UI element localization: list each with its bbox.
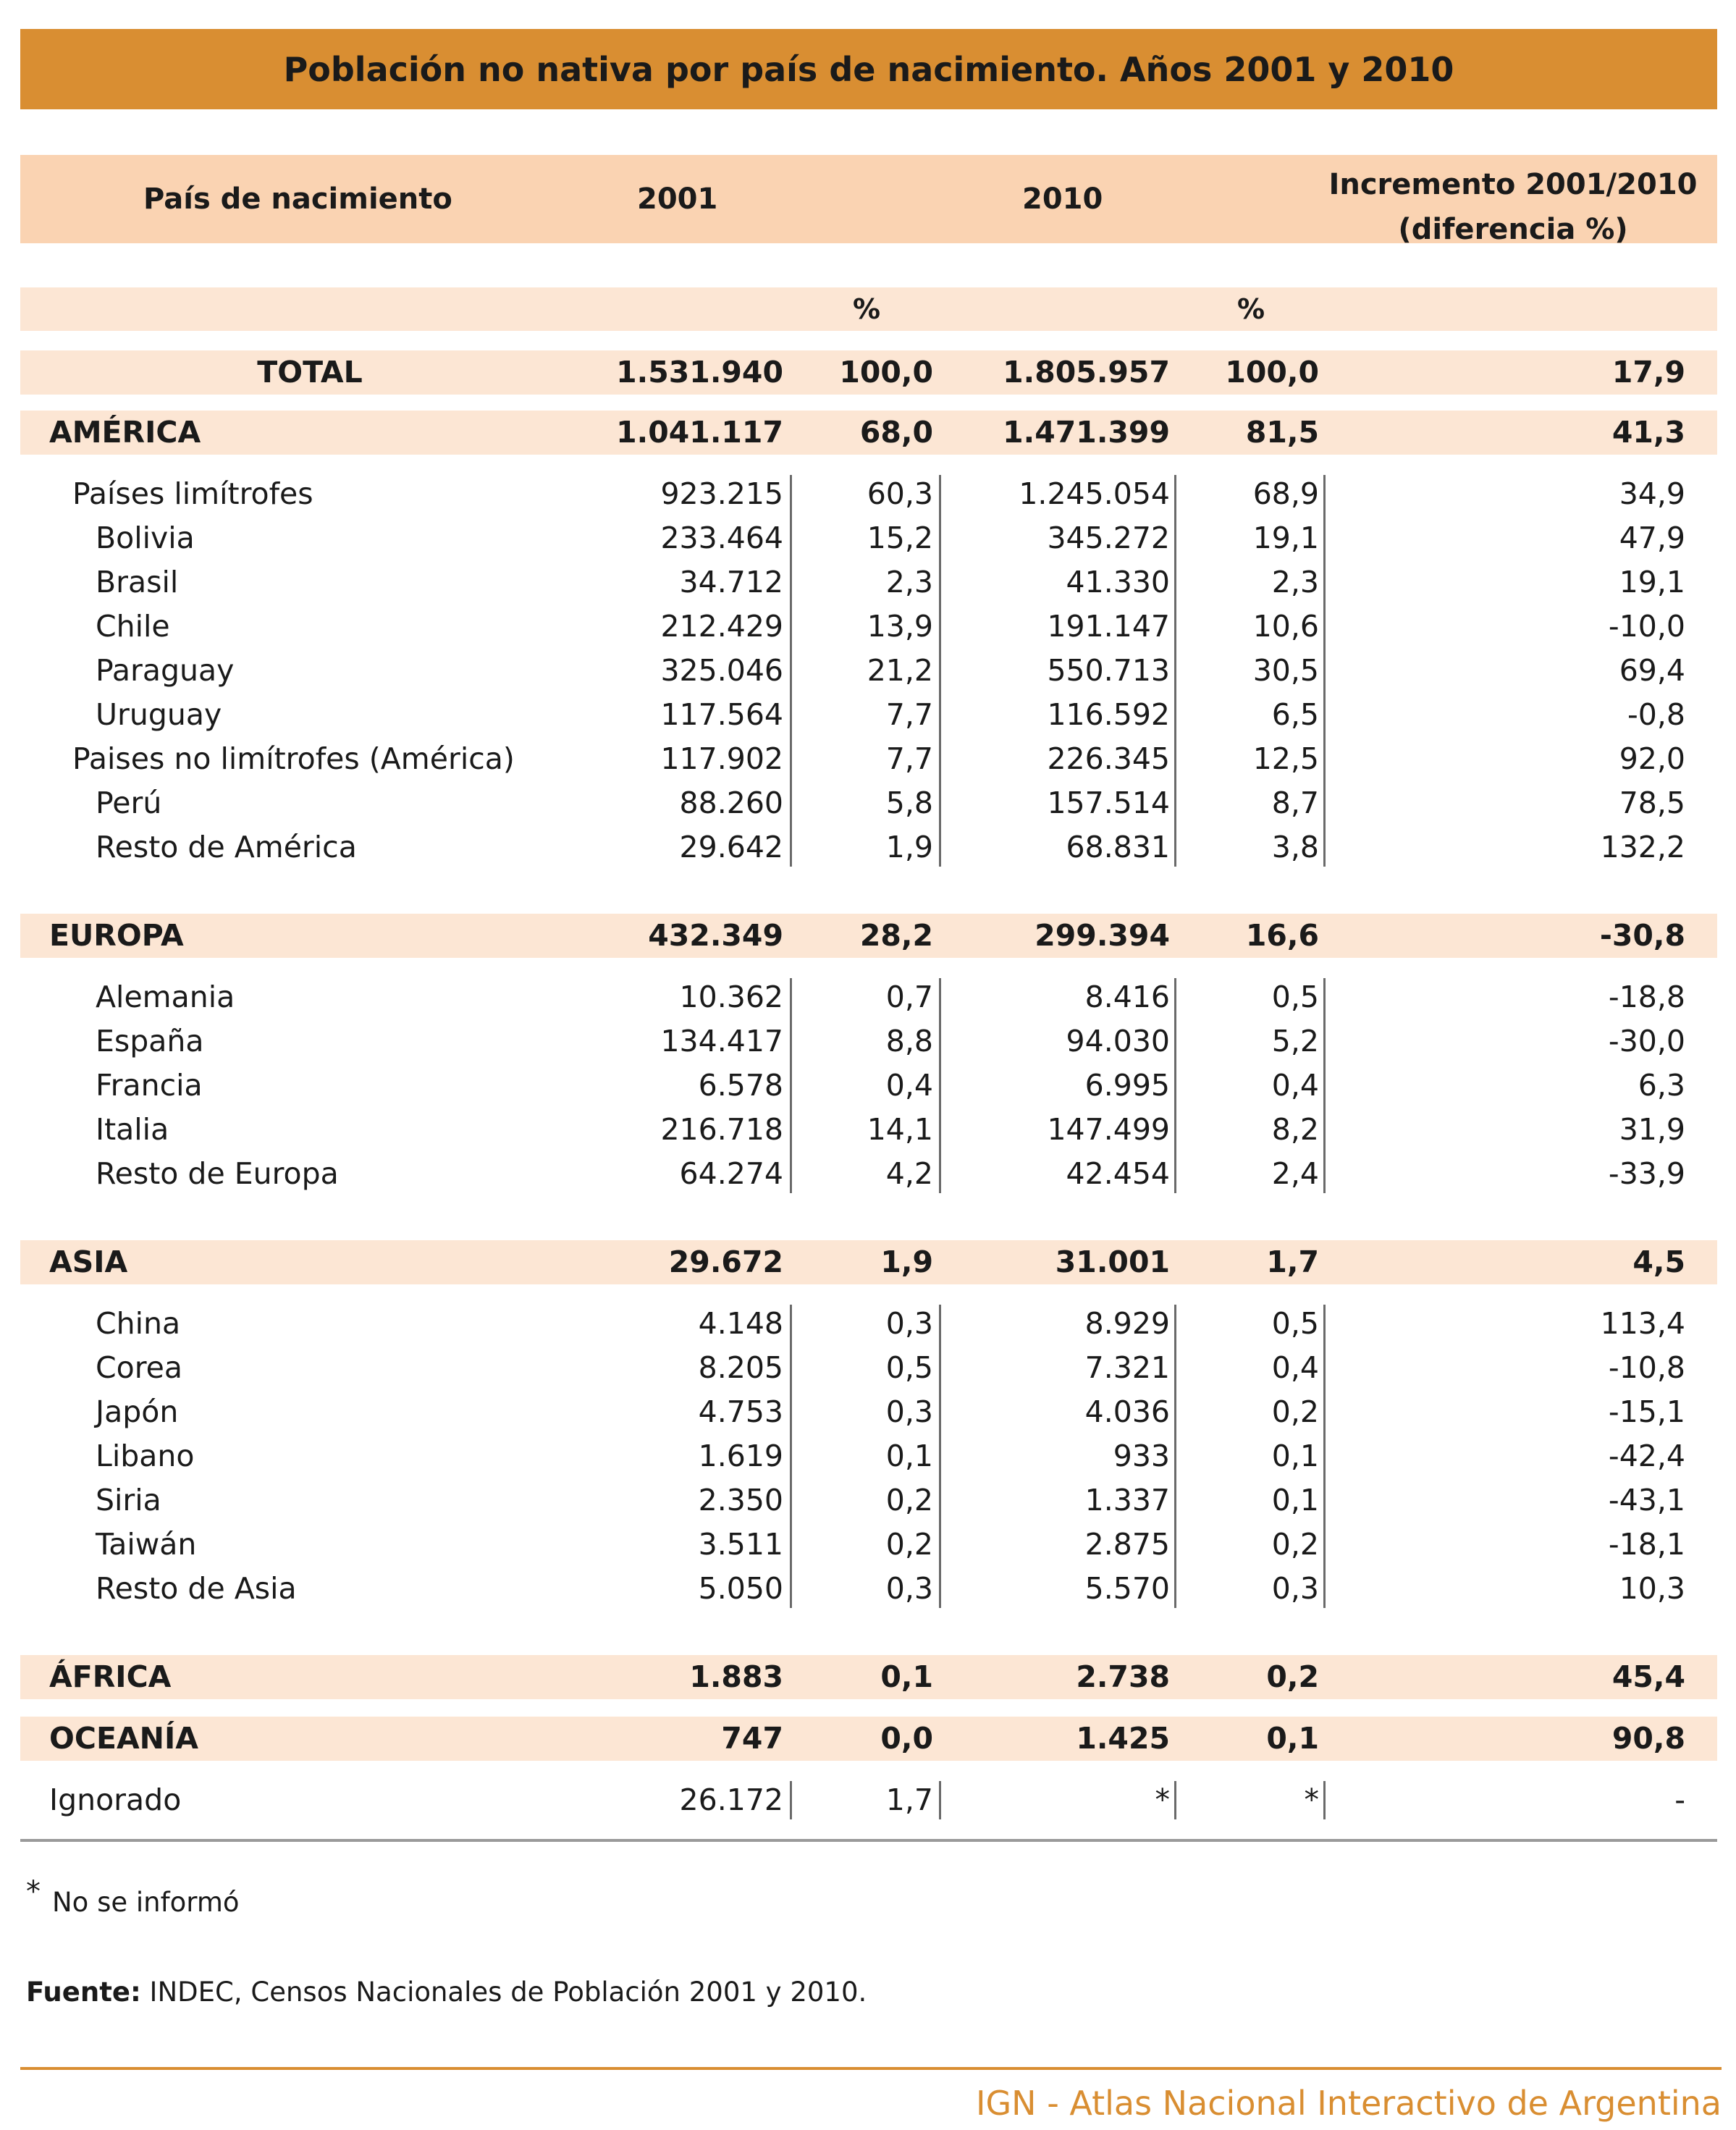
cell-v2001: 212.429 bbox=[660, 609, 783, 644]
cell-name: Brasil bbox=[96, 565, 179, 599]
cell-inc: 34,9 bbox=[1619, 476, 1685, 511]
table-row bbox=[20, 1778, 1717, 1822]
header-increment-line2: (diferencia %) bbox=[1398, 213, 1628, 246]
cell-name: Alemania bbox=[96, 980, 235, 1014]
cell-v2010: 41.330 bbox=[1066, 565, 1170, 599]
table-row bbox=[20, 1064, 1717, 1108]
cell-name: AMÉRICA bbox=[49, 415, 201, 450]
cell-p2010: 0,1 bbox=[1271, 1439, 1319, 1473]
cell-p2001: 0,2 bbox=[885, 1527, 933, 1562]
cell-name: Paraguay bbox=[96, 653, 235, 688]
source-label: Fuente: bbox=[26, 1977, 141, 2008]
cell-v2010: 1.471.399 bbox=[1003, 415, 1170, 450]
table-row bbox=[20, 1567, 1717, 1611]
table-row bbox=[20, 472, 1717, 516]
cell-v2010: 933 bbox=[1113, 1439, 1170, 1473]
column-divider bbox=[1323, 978, 1326, 1193]
table-row bbox=[20, 1152, 1717, 1196]
cell-p2010: 81,5 bbox=[1245, 415, 1319, 450]
table-title: Población no nativa por país de nacimiento. Años 2001 y 2010 bbox=[283, 49, 1454, 89]
cell-name: Francia bbox=[96, 1068, 203, 1103]
cell-p2010: 0,5 bbox=[1271, 980, 1319, 1014]
table-row bbox=[20, 914, 1717, 958]
cell-v2001: 747 bbox=[721, 1721, 783, 1756]
cell-v2010: 1.337 bbox=[1084, 1483, 1170, 1517]
cell-p2010: 1,7 bbox=[1266, 1245, 1319, 1279]
header-increment bbox=[1325, 162, 1701, 252]
cell-v2001: 117.902 bbox=[660, 741, 783, 776]
cell-p2010: 0,2 bbox=[1271, 1527, 1319, 1562]
cell-v2001: 216.718 bbox=[660, 1112, 783, 1147]
cell-v2010: 2.738 bbox=[1076, 1659, 1170, 1694]
cell-v2001: 3.511 bbox=[698, 1527, 783, 1562]
cell-inc: - bbox=[1674, 1782, 1685, 1817]
cell-inc: -10,0 bbox=[1608, 609, 1685, 644]
cell-v2001: 1.619 bbox=[698, 1439, 783, 1473]
cell-p2001: 68,0 bbox=[859, 415, 933, 450]
table-row bbox=[20, 1240, 1717, 1284]
cell-p2010: * bbox=[1304, 1782, 1319, 1817]
column-divider bbox=[1174, 475, 1176, 867]
cell-v2001: 4.753 bbox=[698, 1394, 783, 1429]
cell-p2010: 68,9 bbox=[1252, 476, 1319, 511]
cell-name: ÁFRICA bbox=[49, 1659, 172, 1694]
cell-name: Bolivia bbox=[96, 521, 195, 555]
footer-rule bbox=[20, 2067, 1722, 2070]
column-divider bbox=[790, 978, 792, 1193]
cell-p2001: 2,3 bbox=[885, 565, 933, 599]
cell-p2010: 0,2 bbox=[1271, 1394, 1319, 1429]
table-row bbox=[20, 1434, 1717, 1478]
cell-inc: -10,8 bbox=[1608, 1350, 1685, 1385]
cell-name: Libano bbox=[96, 1439, 195, 1473]
header-increment-line1: Incremento 2001/2010 bbox=[1328, 168, 1698, 201]
cell-v2001: 34.712 bbox=[679, 565, 783, 599]
cell-v2001: 6.578 bbox=[698, 1068, 783, 1103]
cell-inc: -42,4 bbox=[1608, 1439, 1685, 1473]
cell-p2010: 8,7 bbox=[1271, 786, 1319, 820]
cell-p2001: 0,2 bbox=[885, 1483, 933, 1517]
percent-2010-label: % bbox=[1237, 293, 1265, 325]
cell-inc: 47,9 bbox=[1619, 521, 1685, 555]
cell-inc: -30,8 bbox=[1599, 918, 1685, 953]
cell-v2001: 4.148 bbox=[698, 1306, 783, 1341]
cell-inc: 92,0 bbox=[1619, 741, 1685, 776]
cell-name: OCEANÍA bbox=[49, 1721, 198, 1756]
cell-p2010: 12,5 bbox=[1252, 741, 1319, 776]
cell-v2001: 88.260 bbox=[679, 786, 783, 820]
cell-v2001: 923.215 bbox=[660, 476, 783, 511]
cell-p2001: 4,2 bbox=[885, 1156, 933, 1191]
cell-inc: 78,5 bbox=[1619, 786, 1685, 820]
cell-p2010: 19,1 bbox=[1252, 521, 1319, 555]
column-divider bbox=[939, 475, 941, 867]
cell-inc: 90,8 bbox=[1611, 1721, 1685, 1756]
cell-p2001: 100,0 bbox=[839, 355, 933, 390]
cell-v2010: 116.592 bbox=[1047, 697, 1170, 732]
cell-name: Resto de Asia bbox=[96, 1571, 297, 1606]
table-row bbox=[20, 693, 1717, 737]
table-row bbox=[20, 1390, 1717, 1434]
cell-v2001: 134.417 bbox=[660, 1024, 783, 1058]
cell-inc: 113,4 bbox=[1600, 1306, 1685, 1341]
cell-p2001: 1,7 bbox=[885, 1782, 933, 1817]
column-divider bbox=[790, 1305, 792, 1608]
column-divider bbox=[1174, 1305, 1176, 1608]
table-row bbox=[20, 1302, 1717, 1346]
cell-p2001: 5,8 bbox=[885, 786, 933, 820]
cell-p2001: 15,2 bbox=[867, 521, 933, 555]
cell-v2010: 2.875 bbox=[1084, 1527, 1170, 1562]
cell-p2010: 2,3 bbox=[1271, 565, 1319, 599]
cell-p2010: 10,6 bbox=[1252, 609, 1319, 644]
table-row bbox=[20, 350, 1717, 395]
percent-2001-label: % bbox=[853, 293, 881, 325]
cell-name: Japón bbox=[96, 1394, 179, 1429]
column-divider bbox=[1323, 1781, 1326, 1819]
cell-inc: -0,8 bbox=[1627, 697, 1685, 732]
cell-v2010: 42.454 bbox=[1066, 1156, 1170, 1191]
cell-v2010: 4.036 bbox=[1084, 1394, 1170, 1429]
source-note bbox=[26, 1977, 867, 2008]
cell-name: Chile bbox=[96, 609, 170, 644]
column-divider bbox=[939, 1781, 941, 1819]
cell-v2001: 1.041.117 bbox=[616, 415, 783, 450]
cell-p2001: 7,7 bbox=[885, 741, 933, 776]
footnote-symbol: * bbox=[26, 1875, 41, 1908]
table-row bbox=[20, 825, 1717, 870]
cell-p2001: 0,1 bbox=[880, 1659, 933, 1694]
cell-p2001: 28,2 bbox=[859, 918, 933, 953]
cell-p2001: 0,4 bbox=[885, 1068, 933, 1103]
cell-inc: 19,1 bbox=[1619, 565, 1685, 599]
cell-v2010: 157.514 bbox=[1047, 786, 1170, 820]
cell-v2010: 1.425 bbox=[1076, 1721, 1170, 1756]
cell-v2010: 1.245.054 bbox=[1019, 476, 1170, 511]
cell-p2001: 0,3 bbox=[885, 1306, 933, 1341]
table-row bbox=[20, 975, 1717, 1019]
cell-v2010: 1.805.957 bbox=[1003, 355, 1170, 390]
cell-name: Perú bbox=[96, 786, 162, 820]
cell-p2001: 1,9 bbox=[880, 1245, 933, 1279]
cell-p2010: 2,4 bbox=[1271, 1156, 1319, 1191]
cell-inc: 6,3 bbox=[1638, 1068, 1685, 1103]
cell-v2010: * bbox=[1155, 1782, 1170, 1817]
cell-v2001: 29.642 bbox=[679, 830, 783, 864]
cell-p2001: 8,8 bbox=[885, 1024, 933, 1058]
cell-v2010: 8.929 bbox=[1084, 1306, 1170, 1341]
footnote-text: No se informó bbox=[52, 1887, 240, 1918]
cell-p2010: 0,2 bbox=[1266, 1659, 1319, 1694]
cell-inc: -43,1 bbox=[1608, 1483, 1685, 1517]
cell-inc: 69,4 bbox=[1619, 653, 1685, 688]
cell-name: China bbox=[96, 1306, 181, 1341]
cell-p2010: 0,3 bbox=[1271, 1571, 1319, 1606]
cell-inc: 132,2 bbox=[1600, 830, 1685, 864]
source-text: INDEC, Censos Nacionales de Población 2001 y 2010. bbox=[140, 1977, 867, 2008]
cell-v2010: 5.570 bbox=[1084, 1571, 1170, 1606]
cell-p2010: 6,5 bbox=[1271, 697, 1319, 732]
cell-v2010: 7.321 bbox=[1084, 1350, 1170, 1385]
cell-v2010: 299.394 bbox=[1035, 918, 1170, 953]
cell-name: Ignorado bbox=[49, 1782, 182, 1817]
cell-p2001: 0,7 bbox=[885, 980, 933, 1014]
cell-inc: -33,9 bbox=[1608, 1156, 1685, 1191]
cell-v2001: 5.050 bbox=[698, 1571, 783, 1606]
table-row bbox=[20, 560, 1717, 605]
cell-inc: 45,4 bbox=[1611, 1659, 1685, 1694]
cell-v2010: 550.713 bbox=[1047, 653, 1170, 688]
cell-inc: 31,9 bbox=[1619, 1112, 1685, 1147]
cell-inc: 4,5 bbox=[1632, 1245, 1685, 1279]
cell-v2001: 64.274 bbox=[679, 1156, 783, 1191]
cell-inc: -15,1 bbox=[1608, 1394, 1685, 1429]
cell-p2001: 14,1 bbox=[867, 1112, 933, 1147]
cell-v2010: 8.416 bbox=[1084, 980, 1170, 1014]
footnote bbox=[26, 1875, 240, 1919]
column-divider bbox=[1174, 1781, 1176, 1819]
cell-p2010: 5,2 bbox=[1271, 1024, 1319, 1058]
table-row bbox=[20, 411, 1717, 455]
header-country: País de nacimiento bbox=[143, 182, 452, 216]
table-row bbox=[20, 1717, 1717, 1761]
cell-v2001: 8.205 bbox=[698, 1350, 783, 1385]
cell-p2001: 60,3 bbox=[867, 476, 933, 511]
cell-v2010: 147.499 bbox=[1047, 1112, 1170, 1147]
cell-name: EUROPA bbox=[49, 918, 184, 953]
cell-name: TOTAL bbox=[257, 355, 363, 390]
cell-v2001: 2.350 bbox=[698, 1483, 783, 1517]
cell-v2001: 1.883 bbox=[689, 1659, 783, 1694]
column-divider bbox=[1323, 475, 1326, 867]
cell-p2010: 8,2 bbox=[1271, 1112, 1319, 1147]
cell-name: Italia bbox=[96, 1112, 169, 1147]
cell-p2001: 0,3 bbox=[885, 1394, 933, 1429]
percent-subheader bbox=[20, 287, 1717, 331]
title-bar bbox=[20, 29, 1717, 109]
cell-p2001: 0,5 bbox=[885, 1350, 933, 1385]
cell-inc: -18,8 bbox=[1608, 980, 1685, 1014]
cell-name: Resto de América bbox=[96, 830, 357, 864]
table-row bbox=[20, 1108, 1717, 1152]
cell-p2001: 21,2 bbox=[867, 653, 933, 688]
cell-p2001: 13,9 bbox=[867, 609, 933, 644]
footer-credit: IGN - Atlas Nacional Interactivo de Argentina bbox=[975, 2084, 1722, 2123]
column-divider bbox=[1323, 1305, 1326, 1608]
cell-p2001: 0,1 bbox=[885, 1439, 933, 1473]
table-row bbox=[20, 649, 1717, 693]
cell-v2001: 1.531.940 bbox=[616, 355, 783, 390]
cell-inc: -30,0 bbox=[1608, 1024, 1685, 1058]
cell-p2010: 16,6 bbox=[1245, 918, 1319, 953]
cell-p2010: 0,1 bbox=[1271, 1483, 1319, 1517]
cell-p2010: 0,4 bbox=[1271, 1350, 1319, 1385]
cell-p2001: 7,7 bbox=[885, 697, 933, 732]
table-row bbox=[20, 1346, 1717, 1390]
table-row bbox=[20, 605, 1717, 649]
cell-v2010: 191.147 bbox=[1047, 609, 1170, 644]
cell-name: Siria bbox=[96, 1483, 161, 1517]
header-2001: 2001 bbox=[637, 182, 718, 216]
cell-inc: 41,3 bbox=[1611, 415, 1685, 450]
cell-v2010: 226.345 bbox=[1047, 741, 1170, 776]
cell-v2010: 68.831 bbox=[1066, 830, 1170, 864]
cell-name: ASIA bbox=[49, 1245, 128, 1279]
cell-name: Resto de Europa bbox=[96, 1156, 339, 1191]
column-divider bbox=[1174, 978, 1176, 1193]
cell-p2010: 0,4 bbox=[1271, 1068, 1319, 1103]
cell-v2001: 233.464 bbox=[660, 521, 783, 555]
cell-v2010: 345.272 bbox=[1047, 521, 1170, 555]
cell-v2001: 432.349 bbox=[648, 918, 783, 953]
cell-v2010: 6.995 bbox=[1084, 1068, 1170, 1103]
cell-inc: -18,1 bbox=[1608, 1527, 1685, 1562]
cell-name: Países limítrofes bbox=[72, 476, 313, 511]
cell-p2010: 0,1 bbox=[1266, 1721, 1319, 1756]
cell-inc: 17,9 bbox=[1611, 355, 1685, 390]
column-divider bbox=[939, 978, 941, 1193]
cell-v2001: 117.564 bbox=[660, 697, 783, 732]
table-row bbox=[20, 516, 1717, 560]
cell-p2001: 1,9 bbox=[885, 830, 933, 864]
cell-v2010: 94.030 bbox=[1066, 1024, 1170, 1058]
cell-v2001: 325.046 bbox=[660, 653, 783, 688]
cell-name: Uruguay bbox=[96, 697, 222, 732]
table-bottom-rule bbox=[20, 1839, 1717, 1842]
cell-p2010: 0,5 bbox=[1271, 1306, 1319, 1341]
table-row bbox=[20, 1655, 1717, 1699]
table-row bbox=[20, 1019, 1717, 1064]
cell-name: España bbox=[96, 1024, 204, 1058]
cell-p2001: 0,3 bbox=[885, 1571, 933, 1606]
table-row bbox=[20, 1478, 1717, 1523]
cell-p2010: 30,5 bbox=[1252, 653, 1319, 688]
column-divider bbox=[939, 1305, 941, 1608]
cell-inc: 10,3 bbox=[1619, 1571, 1685, 1606]
cell-name: Corea bbox=[96, 1350, 183, 1385]
cell-v2001: 10.362 bbox=[679, 980, 783, 1014]
cell-name: Paises no limítrofes (América) bbox=[72, 741, 515, 776]
table-row bbox=[20, 781, 1717, 825]
column-divider bbox=[790, 1781, 792, 1819]
cell-p2010: 100,0 bbox=[1225, 355, 1319, 390]
cell-p2010: 3,8 bbox=[1271, 830, 1319, 864]
header-2010: 2010 bbox=[1022, 182, 1103, 216]
cell-p2001: 0,0 bbox=[880, 1721, 933, 1756]
table-row bbox=[20, 737, 1717, 781]
table-row bbox=[20, 1523, 1717, 1567]
table-header bbox=[20, 155, 1717, 246]
cell-name: Taiwán bbox=[96, 1527, 197, 1562]
cell-v2001: 26.172 bbox=[679, 1782, 783, 1817]
cell-v2001: 29.672 bbox=[668, 1245, 783, 1279]
column-divider bbox=[790, 475, 792, 867]
cell-v2010: 31.001 bbox=[1055, 1245, 1170, 1279]
